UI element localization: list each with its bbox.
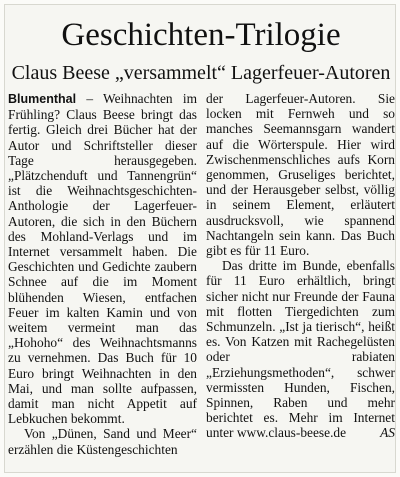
article-paragraph-1 (8, 91, 197, 426)
article-subheadline: Claus Beese „versammelt“ Lagerfeuer-Autoren (11, 62, 391, 84)
article-column-left (8, 91, 197, 457)
author-signature: AS (380, 425, 395, 441)
article-paragraph-3 (206, 258, 395, 440)
newspaper-clipping (4, 4, 396, 473)
article-column-right (206, 91, 395, 441)
article-paragraph-2: der Lagerfeuer-Autoren. Sie locken mit Fernweh und so manches Seemannsgarn wandert auf die Wörterspule. Hier wird Zwischenmenschliches aufs Korn genommen, Gruseliges berichtet, und der Herausgeber selbst, völlig in seinem Element, erläutert ausdrucksvoll, wie spannend Nachtangeln sein kann. Das Buch gibt es für 11 Euro. (206, 91, 395, 259)
article-paragraph-3-text: Das dritte im Bunde, ebenfalls für 11 Euro erhältlich, bringt sicher nicht nur Freunde der Fauna mit flotten Tiergedichten zum Schmunzeln. „Ist ja tierisch“, heißt es. Von Katzen mit Rachegelüsten oder rabiaten „Erziehungsmethoden“, schwer vermissten Hunden, Fischen, Spinnen, Raben und mehr berichtet es. Mehr im Internet unter www.claus-beese.de (206, 258, 395, 441)
article-paragraph-1-text: – Weihnachten im Frühling? Claus Beese bringt das fertig. Gleich drei Bücher hat der Autor und Schriftsteller dieser Tage herausgegeben. „Plätzchenduft und Tannengrün“ ist die Weihnachtsgeschichten-Anthologie der Lagerfeuer-Autoren, die sich in den Büchern des Mohland-Verlags und im Internet versammelt haben. Die Geschichten und Gedichte zaubern Schnee auf die im Moment blühenden Wiesen, entfachen Feuer im kalten Kamin und von weitem vermeint man das „Hohoho“ des Weihnachtsmanns zu vernehmen. Das Buch für 10 Euro bringt Weihnachten in den Mai, und man sollte aufpassen, damit man nicht Appetit auf Lebkuchen bekommt. (8, 91, 197, 427)
article-headline: Geschichten-Trilogie (61, 17, 341, 53)
article-paragraph-2: Von „Dünen, Sand und Meer“ erzählen die Küstengeschichten (8, 426, 197, 457)
article-dateline: Blumenthal (8, 92, 77, 106)
